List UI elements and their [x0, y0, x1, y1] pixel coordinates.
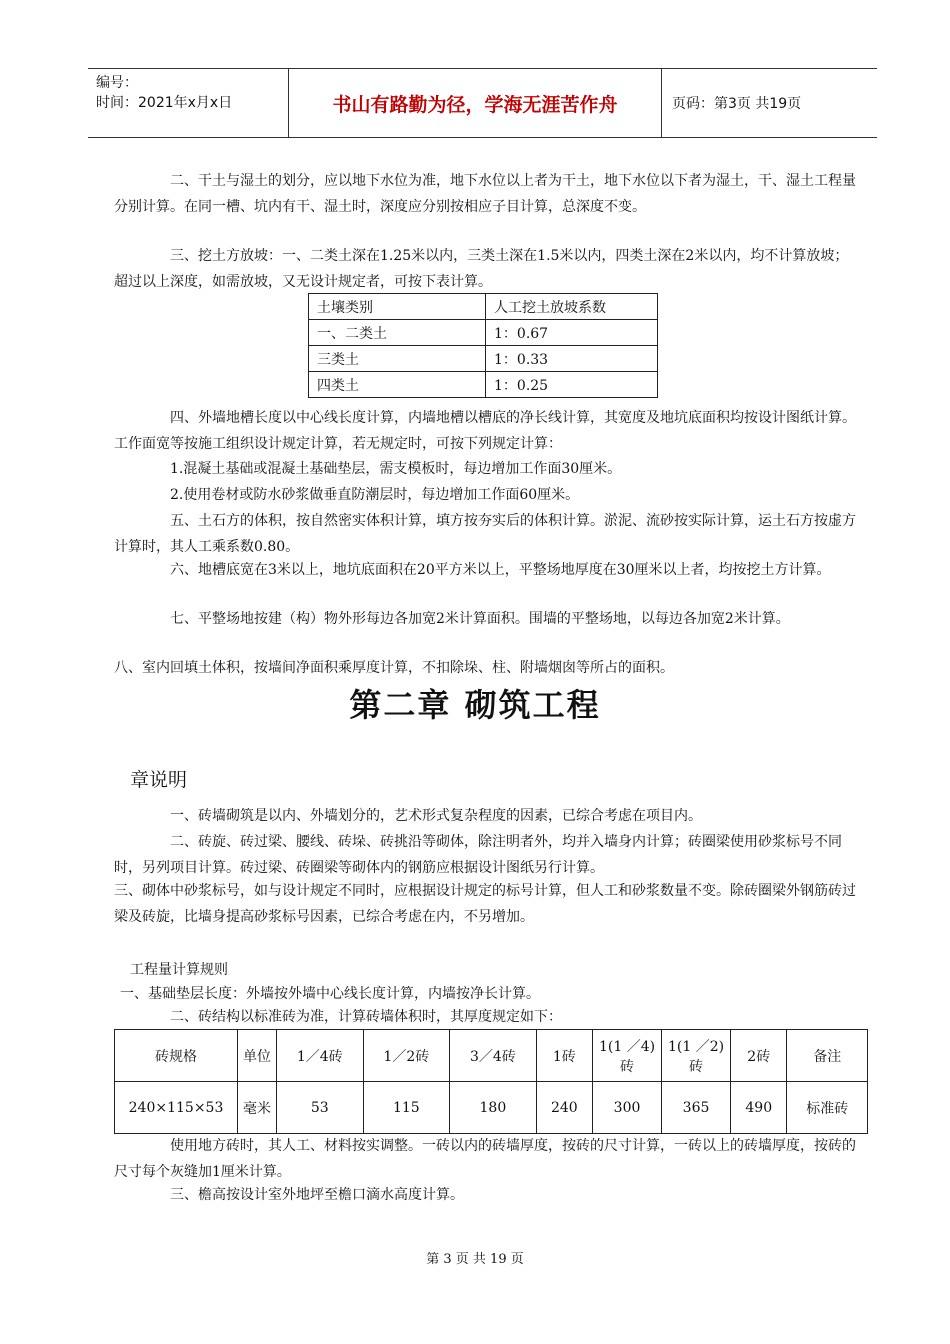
table-cell: 180 [450, 1082, 537, 1134]
chapter-paragraph-1: 一、砖墙砌筑是以内、外墙划分的，艺术形式复杂程度的因素，已综合考虑在项目内。 [170, 808, 702, 824]
paragraph-4a: 1.混凝土基础或混凝土基础垫层，需支模板时，每边增加工作面30厘米。 [170, 461, 622, 477]
table-cell: 1：0.67 [486, 320, 658, 346]
table-header-cell: 1(1 ／2) 砖 [662, 1030, 731, 1082]
table-cell: 标准砖 [787, 1082, 868, 1134]
paragraph-4: 四、外墙地槽长度以中心线长度计算，内墙地槽以槽底的净长线计算，其宽度及地坑底面积均按设计图纸计算。工作面宽等按施工组织设计规定计算，若无规定时，可按下列规定计算： [114, 410, 856, 452]
paragraph-3: 三、挖土方放坡：一、二类土深在1.25米以内，三类土深在1.5米以内，四类土深在2米以内，均不计算放坡；超过以上深度，如需放坡，又无设计规定者，可按下表计算。 [114, 248, 849, 290]
header-motto: 书山有路勤为径，学海无涯苦作舟 [288, 69, 662, 137]
table-row [309, 346, 658, 372]
page-header [88, 68, 877, 138]
paragraph-5: 五、土石方的体积，按自然密实体积计算，填方按夯实后的体积计算。淤泥、流砂按实际计算，运土石方按虚方计算时，其人工乘系数0.80。 [114, 513, 856, 555]
table-header-cell: 1／2砖 [363, 1030, 450, 1082]
header-page-number: 页码：第3页 共19页 [672, 96, 802, 112]
table-cell: 365 [662, 1082, 731, 1134]
rule-3: 使用地方砖时，其人工、材料按实调整。一砖以内的砖墙厚度，按砖的尺寸计算，一砖以上的砖墙厚度，按砖的尺寸每个灰缝加1厘米计算。 [114, 1138, 856, 1180]
chapter-paragraph-2: 二、砖旋、砖过梁、腰线、砖垛、砖挑沿等砌体，除注明者外，均并入墙身内计算；砖圈梁使用砂浆标号不同时，另列项目计算。砖过梁、砖圈梁等砌体内的钢筋应根据设计图纸另行计算。 [114, 834, 842, 876]
table-cell: 490 [731, 1082, 787, 1134]
table-header-cell: 人工挖土放坡系数 [486, 294, 658, 320]
table-header-row [309, 294, 658, 320]
rule-1: 一、基础垫层长度：外墙按外墙中心线长度计算，内墙按净长计算。 [120, 986, 540, 1002]
header-meta [96, 73, 232, 113]
paragraph-7: 七、平整场地按建（构）物外形每边各加宽2米计算面积。围墙的平整场地，以每边各加宽2米计算。 [170, 611, 790, 627]
paragraph-2: 二、干土与湿土的划分，应以地下水位为准，地下水位以上者为干土，地下水位以下者为湿土，干、湿土工程量分别计算。在同一槽、坑内有干、湿土时，深度应分别按相应子目计算，总深度不变。 [114, 173, 856, 215]
rules-title: 工程量计算规则 [130, 962, 228, 978]
table-cell: 240 [536, 1082, 592, 1134]
table-cell: 四类土 [309, 372, 486, 398]
paragraph-6: 六、地槽底宽在3米以上，地坑底面积在20平方米以上，平整场地厚度在30厘米以上者，均按挖土方计算。 [170, 562, 831, 578]
table-header-cell: 土壤类别 [309, 294, 486, 320]
table-header-cell: 单位 [238, 1030, 277, 1082]
table-header-cell: 3／4砖 [450, 1030, 537, 1082]
table-cell: 1：0.25 [486, 372, 658, 398]
table-cell: 一、二类土 [309, 320, 486, 346]
paragraph-4b: 2.使用卷材或防水砂浆做垂直防潮层时，每边增加工作面60厘米。 [170, 487, 580, 503]
table-cell: 300 [593, 1082, 662, 1134]
chapter-paragraph-3: 三、砌体中砂浆标号，如与设计规定不同时，应根据设计规定的标号计算，但人工和砂浆数量不变。除砖圈梁外钢筋砖过梁及砖旋，比墙身提高砂浆标号因素，已综合考虑在内，不另增加。 [114, 883, 856, 925]
table-cell: 毫米 [238, 1082, 277, 1134]
id-label: 编号： [96, 75, 138, 91]
table-header-cell: 砖规格 [115, 1030, 238, 1082]
table-header-cell: 备注 [787, 1030, 868, 1082]
chapter-title: 第二章 砌筑工程 [349, 686, 601, 724]
table-cell: 115 [363, 1082, 450, 1134]
rule-4: 三、檐高按设计室外地坪至檐口滴水高度计算。 [170, 1187, 464, 1203]
table-row [309, 372, 658, 398]
rule-2: 二、砖结构以标准砖为准，计算砖墙体积时，其厚度规定如下： [170, 1009, 562, 1025]
table-header-cell: 2砖 [731, 1030, 787, 1082]
page-footer: 第 3 页 共 19 页 [426, 1252, 524, 1267]
table-cell: 三类土 [309, 346, 486, 372]
time-label: 时间：2021年x月x日 [96, 95, 233, 111]
table-row [309, 320, 658, 346]
table-cell: 53 [277, 1082, 364, 1134]
table-row [115, 1082, 868, 1134]
table-cell: 1：0.33 [486, 346, 658, 372]
paragraph-8: 八、室内回填土体积，按墙间净面积乘厚度计算，不扣除垛、柱、附墙烟囱等所占的面积。 [114, 660, 674, 676]
slope-table [308, 293, 658, 398]
table-header-cell: 1／4砖 [277, 1030, 364, 1082]
section-title: 章说明 [130, 769, 188, 791]
table-cell: 240×115×53 [115, 1082, 238, 1134]
brick-thickness-table [114, 1029, 868, 1134]
table-header-cell: 1(1 ／4) 砖 [593, 1030, 662, 1082]
table-header-cell: 1砖 [536, 1030, 592, 1082]
table-header-row [115, 1030, 868, 1082]
